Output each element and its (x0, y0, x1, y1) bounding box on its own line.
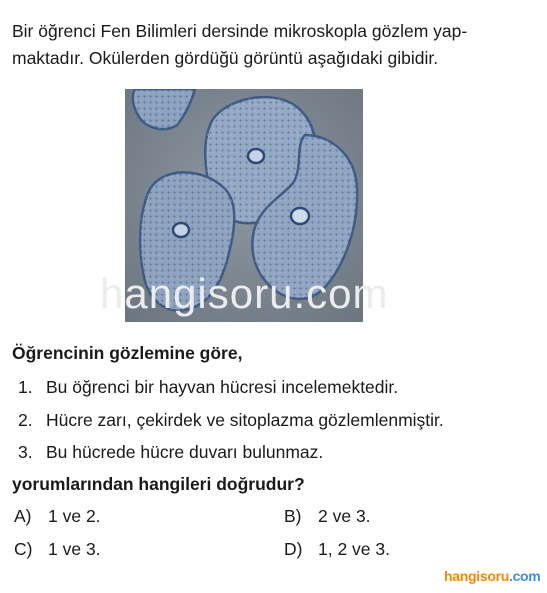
statement-text: Bu öğrenci bir hayvan hücresi incelemektedir. (46, 377, 399, 397)
question-intro (12, 18, 537, 72)
brand-domain: .com (508, 568, 541, 584)
nucleus-icon (291, 208, 309, 224)
statement-1 (18, 377, 398, 398)
option-c[interactable] (14, 539, 101, 560)
option-a[interactable] (14, 506, 101, 527)
brand-logo (444, 568, 540, 584)
watermark: hangisoru.com (100, 270, 389, 317)
nucleus-icon (248, 149, 264, 163)
intro-line-1: Bir öğrenci Fen Bilimleri dersinde mikroskopla gözlem yap- (12, 21, 468, 41)
statement-text: Bu hücrede hücre duvarı bulunmaz. (46, 442, 324, 462)
statement-number: 1. (18, 377, 33, 397)
intro-line-2: maktadır. Okülerden gördüğü görüntü aşağıdaki gibidir. (12, 48, 439, 68)
option-text: 1, 2 ve 3. (318, 539, 390, 559)
option-b[interactable] (284, 506, 371, 527)
statement-number: 3. (18, 442, 33, 462)
option-text: 1 ve 3. (48, 539, 101, 559)
option-text: 1 ve 2. (48, 506, 101, 526)
statement-text: Hücre zarı, çekirdek ve sitoplazma gözlemlenmiştir. (46, 410, 444, 430)
question-lead: Öğrencinin gözlemine göre, (12, 343, 243, 363)
nucleus-icon (173, 223, 189, 237)
statement-number: 2. (18, 410, 33, 430)
statement-2 (18, 410, 444, 431)
option-text: 2 ve 3. (318, 506, 371, 526)
option-letter: B) (284, 506, 302, 526)
option-letter: C) (14, 539, 33, 559)
option-letter: A) (14, 506, 32, 526)
option-d[interactable] (284, 539, 390, 560)
statement-3 (18, 442, 323, 463)
brand-name: hangisoru (444, 568, 509, 584)
question-stem: yorumlarından hangileri doğrudur? (12, 474, 305, 494)
option-letter: D) (284, 539, 303, 559)
